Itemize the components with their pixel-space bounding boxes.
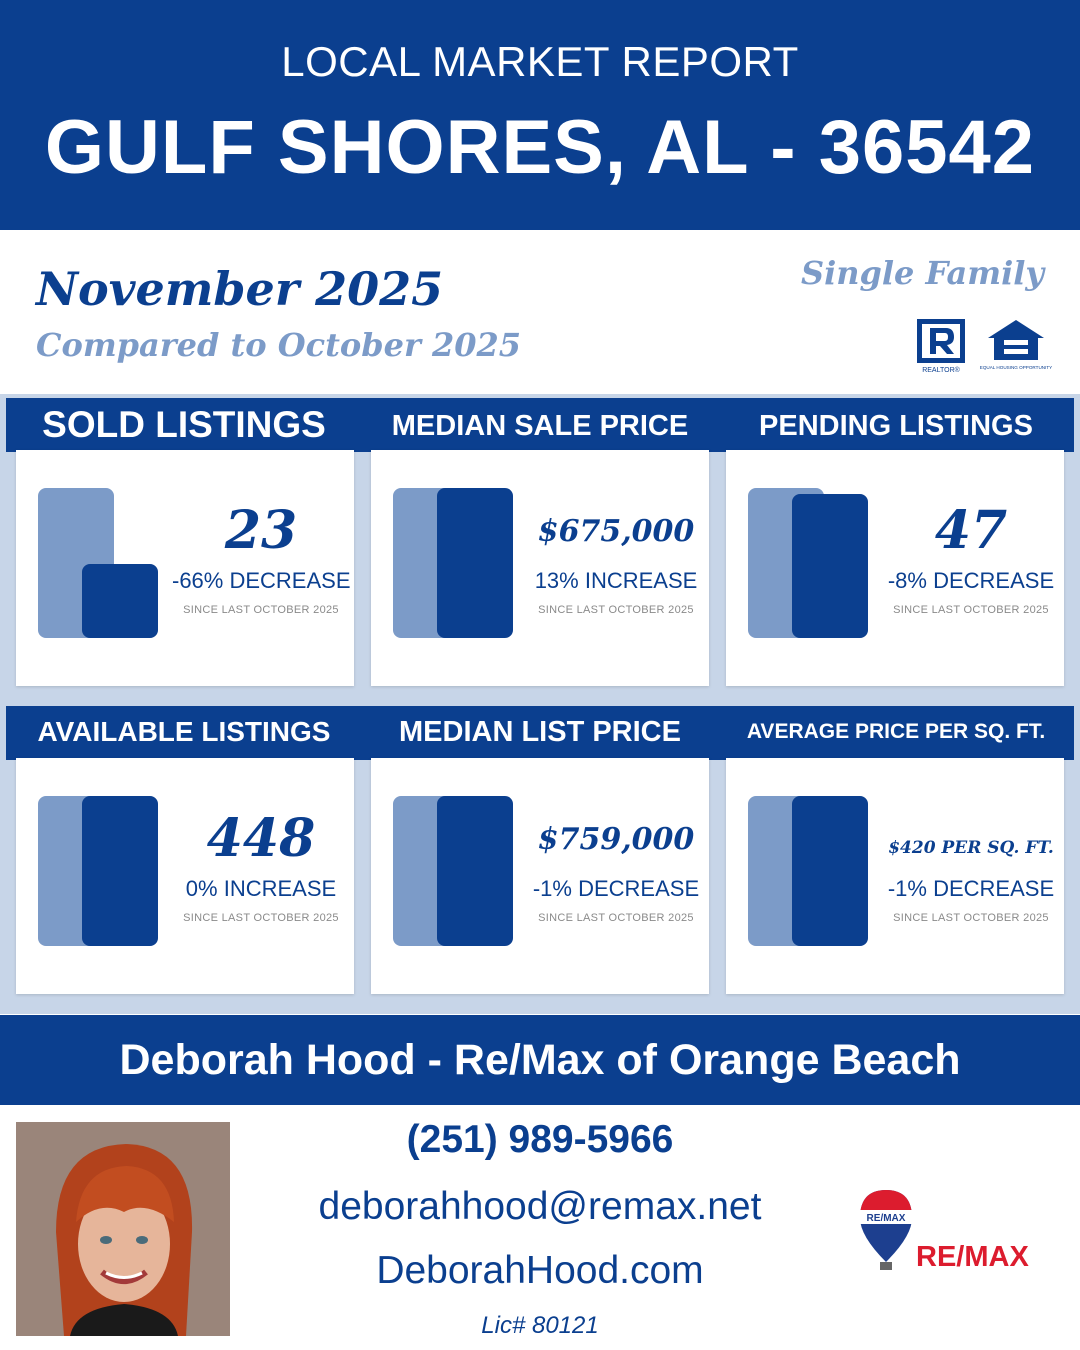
realtor-logo-icon [916, 318, 966, 374]
median-sale-price-value: $675,000 [537, 514, 695, 549]
report-period: November 2025 [36, 262, 444, 316]
remax-wordmark: RE/MAX [916, 1241, 1029, 1273]
pending-listings-value: 47 [934, 500, 1008, 561]
median-sale-price-change: 13% INCREASE [534, 568, 698, 593]
equal-housing-logo-icon [979, 318, 1053, 374]
realtor-logo-label: REALTOR® [922, 367, 960, 374]
metric-card-sold-listings [16, 450, 354, 686]
available-listings-since: SINCE LAST OCTOBER 2025 [183, 912, 339, 924]
report-header [0, 0, 1080, 230]
agent-phone-link[interactable]: (251) 989-5966 [406, 1118, 674, 1161]
pending-listings-change: -8% DECREASE [887, 568, 1055, 593]
report-kicker: LOCAL MARKET REPORT [281, 38, 799, 85]
agent-banner: Deborah Hood - Re/Max of Orange Beach [0, 1015, 1080, 1105]
label-available-listings: AVAILABLE LISTINGS [37, 716, 331, 747]
sold-listings-value: 23 [224, 500, 298, 561]
bar-current [82, 796, 158, 946]
label-median-sale-price: MEDIAN SALE PRICE [391, 410, 689, 442]
report-city-title: GULF SHORES, AL - 36542 [44, 105, 1036, 190]
remax-balloon-text: RE/MAX [866, 1213, 906, 1224]
average-price-per-sqft-change: -1% DECREASE [887, 876, 1055, 901]
median-list-price-value: $759,000 [537, 822, 695, 857]
median-list-price-change: -1% DECREASE [532, 876, 700, 901]
equal-housing-logo-label: EQUAL HOUSING OPPORTUNITY [979, 365, 1053, 370]
bar-current [437, 796, 513, 946]
median-list-price-since: SINCE LAST OCTOBER 2025 [538, 912, 694, 924]
metric-card-median-sale-price [371, 450, 709, 686]
available-listings-change: 0% INCREASE [185, 876, 337, 901]
label-sold-listings: SOLD LISTINGS [42, 404, 326, 445]
remax-balloon-logo-icon [852, 1186, 1062, 1276]
metric-card-median-list-price [371, 758, 709, 994]
metric-card-pending-listings [726, 450, 1064, 686]
agent-photo [16, 1122, 230, 1336]
bar-current [437, 488, 513, 638]
agent-portrait-icon [16, 1122, 230, 1336]
metric-card-average-price-per-sqft [726, 758, 1064, 994]
pending-listings-since: SINCE LAST OCTOBER 2025 [893, 604, 1049, 616]
property-type: Single Family [800, 254, 1044, 292]
agent-license: Lic# 80121 [481, 1312, 599, 1339]
average-price-per-sqft-value: $420 PER SQ. FT. [888, 838, 1054, 858]
median-sale-price-since: SINCE LAST OCTOBER 2025 [538, 604, 694, 616]
sold-listings-since: SINCE LAST OCTOBER 2025 [183, 604, 339, 616]
agent-email-link[interactable]: deborahhood@remax.net [318, 1185, 762, 1228]
average-price-per-sqft-since: SINCE LAST OCTOBER 2025 [893, 912, 1049, 924]
label-average-price-per-sqft: AVERAGE PRICE PER SQ. FT. [746, 720, 1046, 743]
label-median-list-price: MEDIAN LIST PRICE [399, 716, 681, 748]
metric-card-available-listings [16, 758, 354, 994]
bar-current [792, 796, 868, 946]
sold-listings-change: -66% DECREASE [172, 568, 351, 593]
label-pending-listings: PENDING LISTINGS [759, 410, 1033, 442]
bar-current [82, 564, 158, 638]
agent-website-link[interactable]: DeborahHood.com [376, 1249, 704, 1292]
bar-current [792, 494, 868, 638]
available-listings-value: 448 [206, 808, 316, 869]
report-comparison: Compared to October 2025 [36, 326, 522, 364]
